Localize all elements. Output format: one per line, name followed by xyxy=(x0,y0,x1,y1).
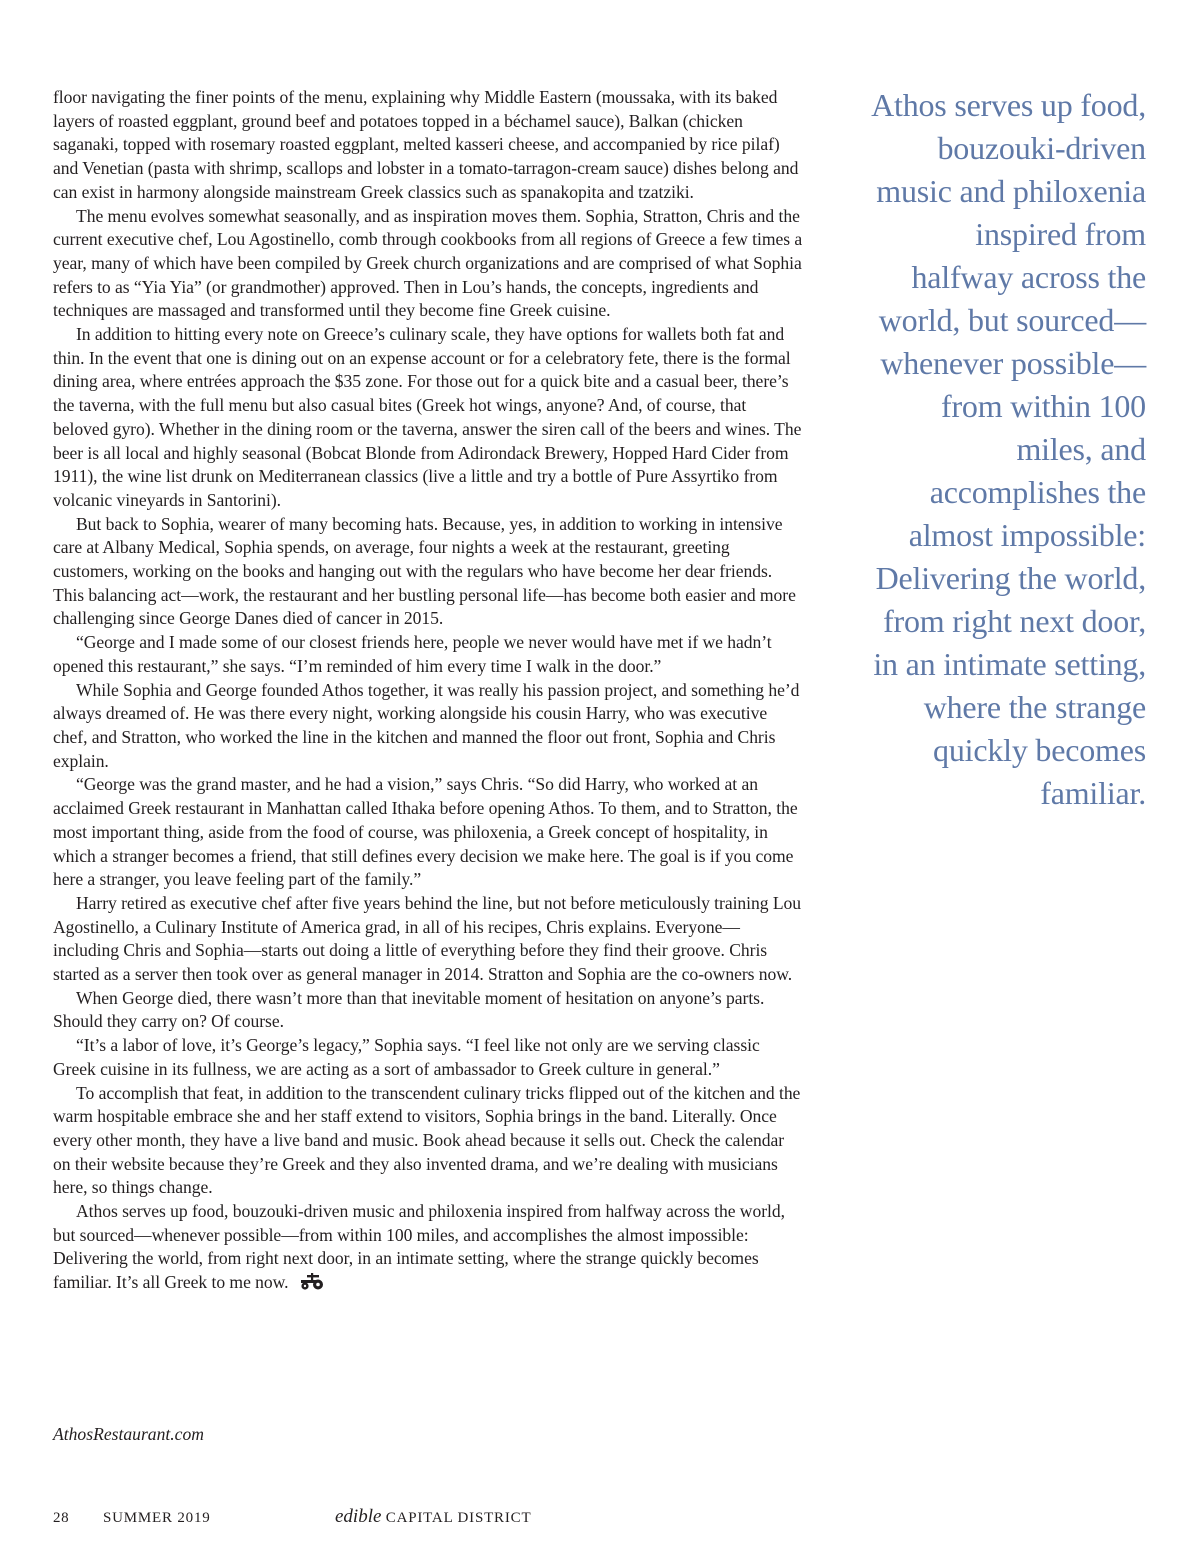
brand-region: CAPITAL DISTRICT xyxy=(385,1510,532,1526)
article-paragraph-10: “It’s a labor of love, it’s George’s legacy,” Sophia says. “I feel like not only are we serving classic Greek cuisine in its fullness, we are acting as a sort of ambassador to Greek culture in general.” xyxy=(53,1035,760,1079)
tractor-icon xyxy=(299,1272,325,1290)
article-paragraph-3: In addition to hitting every note on Greece’s culinary scale, they have options for wallets both fat and thin. In the event that one is dining out on an expense account or for a celebratory fete, there is the formal dining area, where entrées approach the $35 zone. For those out for a quick bite and a casual beer, there’s the taverna, with the full menu but also casual bites (Greek hot wings, anyone? And, of course, that beloved gyro). Whether in the dining room or the taverna, answer the siren call of the beers and wines. The beer is all local and highly seasonal (Bobcat Blonde from Adirondack Brewery, Hopped Hard Cider from 1911), the wine list drunk on Mediterranean classics (live a little and try a bottle of Pure Assyrtiko from volcanic vineyards in Santorini). xyxy=(53,324,802,510)
article-paragraph-6: While Sophia and George founded Athos together, it was really his passion project, and something he’d always dreamed of. He was there every night, working alongside his cousin Harry, who was executive chef, and Stratton, who worked the line in the kitchen and manned the floor out front, Sophia and Chris explain. xyxy=(53,679,800,771)
article-paragraph-8: Harry retired as executive chef after five years behind the line, but not before meticulously training Lou Agostinello, a Culinary Institute of America grad, in all of his recipes, Chris explains. Everyone—including Chris and Sophia—starts out doing a little of everything before they find their groove. Chris started as a server then took over as general manager in 2014. Stratton and Sophia are the co-owners now. xyxy=(53,892,802,985)
article-paragraph-1: floor navigating the finer points of the menu, explaining why Middle Eastern (moussaka, with its baked layers of roasted eggplant, ground beef and potatoes topped in a béchamel sauce), Balkan (chicken saganaki, topped with rosemary roasted eggplant, melted kasseri cheese, and accompanied by rice pilaf) and Venetian (pasta with shrimp, scallops and lobster in a tomato-tarragon-cream sauce) dishes belong and can exist in harmony alongside mainstream Greek classics such as spanakopita and tzatziki. xyxy=(53,87,799,202)
issue-date: SUMMER 2019 xyxy=(103,1510,211,1526)
article-paragraph-7: “George was the grand master, and he had a vision,” says Chris. “So did Harry, who worked at an acclaimed Greek restaurant in Manhattan called Ithaka before opening Athos. To them, and to Stratton, the most important thing, aside from the food of course, was philoxenia, a Greek concept of hospitality, in which a stranger becomes a friend, that still defines every decision we make here. The goal is if you come here a stranger, you leave feeling part of the family.” xyxy=(53,774,798,890)
magazine-brand xyxy=(335,1506,532,1527)
article-paragraph-5: “George and I made some of our closest friends here, people we never would have met if we hadn’t opened this restaurant,” she says. “I’m reminded of him every time I walk in the door.” xyxy=(53,632,772,676)
article-paragraph-11: To accomplish that feat, in addition to the transcendent culinary tricks flipped out of the kitchen and the warm hospitable embrace she and her staff extend to visitors, Sophia brings in the band. Literally. Once every other month, they have a live band and music. Book ahead because it sells out. Check the calendar on their website because they’re Greek and they also invented drama, and we’re dealing with musicians here, so things change. xyxy=(53,1082,801,1198)
article-paragraph-4: But back to Sophia, wearer of many becoming hats. Because, yes, in addition to working in intensive care at Albany Medical, Sophia spends, on average, four nights a week at the restaurant, greeting customers, working on the books and hanging out with the regulars who have become her dear friends. This balancing act—work, the restaurant and her bustling personal life—has become both easier and more challenging since George Danes died of cancer in 2015. xyxy=(53,513,796,629)
page-footer xyxy=(53,1506,531,1528)
article-final-paragraph xyxy=(53,1200,805,1295)
brand-edible: edible xyxy=(335,1506,382,1527)
article-paragraph-9: When George died, there wasn’t more than that inevitable moment of hesitation on anyone’s parts. Should they carry on? Of course. xyxy=(53,987,765,1032)
article-paragraph-2: The menu evolves somewhat seasonally, and as inspiration moves them. Sophia, Stratton, Chris and the current executive chef, Lou Agostinello, comb through cookbooks from all regions of Greece a few times a year, many of which have been compiled by Greek church organizations and are comprised of what Sophia refers to as “Yia Yia” (or grandmother) approved. Then in Lou’s hands, the concepts, ingredients and techniques are massaged and transformed until they become fine Greek cuisine. xyxy=(53,205,803,321)
article-paragraph-12: Athos serves up food, bouzouki-driven music and philoxenia inspired from halfway across the world, but sourced—whenever possible—from within 100 miles, and accomplishes the almost impossible: Delivering the world, from right next door, in an intimate setting, where the strange quickly becomes familiar. It’s all Greek to me now. xyxy=(53,1201,785,1293)
pull-quote: Athos serves up food, bouzouki-driven music and philoxenia inspired from halfway across the world, but sourced—whenever possible—from within 100 miles, and accomplishes the almost impossible: Delivering the world, from right next door, in an intimate setting, where the strange quickly becomes familiar. xyxy=(871,87,1146,811)
page-number: 28 xyxy=(53,1510,70,1526)
article-body xyxy=(53,86,805,1295)
restaurant-website: AthosRestaurant.com xyxy=(53,1424,204,1444)
